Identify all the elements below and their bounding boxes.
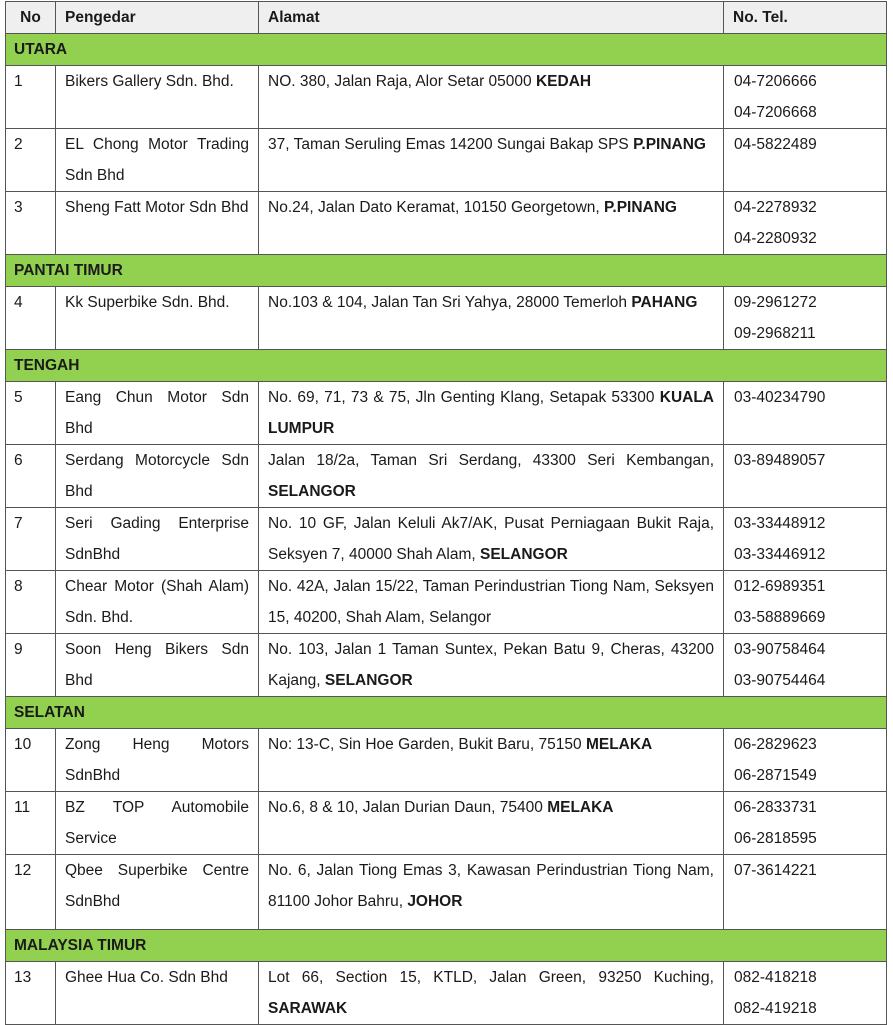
dealer-phones: [724, 634, 887, 697]
table-row: [6, 66, 887, 129]
dealer-address: [259, 729, 724, 792]
dealer-phones: [724, 855, 887, 930]
table-row: [6, 382, 887, 445]
address-text: No.103 & 104, Jalan Tan Sri Yahya, 28000 Temerloh: [268, 294, 632, 311]
table-row: [6, 962, 887, 1025]
region-group-row: [6, 930, 887, 962]
dealer-name: Seri Gading Enterprise SdnBhd: [56, 508, 259, 571]
row-number: 12: [6, 855, 56, 930]
state-name: KEDAH: [535, 73, 592, 90]
state-name: SELANGOR: [268, 483, 356, 500]
row-number: 13: [6, 962, 56, 1025]
address-text: No. 69, 71, 73 & 75, Jln Genting Klang, Setapak 53300: [268, 389, 660, 406]
phone-number[interactable]: 09-2968211: [734, 325, 816, 342]
state-name: SELANGOR: [324, 672, 413, 689]
dealer-table: [5, 1, 887, 1025]
dealer-address: [259, 962, 724, 1025]
dealer-address: [259, 571, 724, 634]
phone-number[interactable]: 082-419218: [734, 1000, 817, 1017]
state-name: P.PINANG: [604, 199, 677, 216]
phone-number[interactable]: 06-2833731: [734, 799, 817, 816]
dealer-address: [259, 287, 724, 350]
phone-number[interactable]: 012-6989351: [734, 578, 826, 595]
state-name: SARAWAK: [268, 1000, 348, 1017]
table-row: [6, 129, 887, 192]
dealer-name: Sheng Fatt Motor Sdn Bhd: [56, 192, 259, 255]
dealer-phones: [724, 129, 887, 192]
row-number: 5: [6, 382, 56, 445]
dealer-phones: [724, 729, 887, 792]
phone-number[interactable]: 04-2280932: [734, 230, 817, 247]
table-row: [6, 855, 887, 930]
phone-number[interactable]: 03-58889669: [734, 609, 826, 626]
row-number: 6: [6, 445, 56, 508]
state-name: KUALA LUMPUR: [268, 389, 714, 437]
dealer-name: Serdang Motorcycle Sdn Bhd: [56, 445, 259, 508]
region-title: TENGAH: [6, 350, 887, 382]
row-number: 4: [6, 287, 56, 350]
phone-number[interactable]: 04-5822489: [734, 136, 817, 153]
region-group-row: [6, 255, 887, 287]
dealer-address: [259, 508, 724, 571]
address-text: NO. 380, Jalan Raja, Alor Setar 05000: [268, 73, 536, 90]
dealer-name: Eang Chun Motor Sdn Bhd: [56, 382, 259, 445]
phone-number[interactable]: 06-2871549: [734, 767, 817, 784]
row-number: 10: [6, 729, 56, 792]
state-name: JOHOR: [407, 893, 463, 910]
phone-number[interactable]: 04-7206666: [734, 73, 817, 90]
state-name: MELAKA: [547, 799, 614, 816]
region-title: MALAYSIA TIMUR: [6, 930, 887, 962]
region-title: UTARA: [6, 34, 887, 66]
state-name: SELANGOR: [479, 546, 568, 563]
header-phone: No. Tel.: [724, 2, 887, 34]
header-dealer: Pengedar: [56, 2, 259, 34]
dealer-address: [259, 129, 724, 192]
phone-number[interactable]: 07-3614221: [734, 862, 817, 879]
address-text: No.6, 8 & 10, Jalan Durian Daun, 75400: [268, 799, 548, 816]
dealer-phones: [724, 287, 887, 350]
region-group-row: [6, 350, 887, 382]
table-row: [6, 192, 887, 255]
table-row: [6, 634, 887, 697]
table-row: [6, 792, 887, 855]
state-name: PAHANG: [631, 294, 698, 311]
row-number: 3: [6, 192, 56, 255]
dealer-name: Kk Superbike Sdn. Bhd.: [56, 287, 259, 350]
phone-number[interactable]: 03-90758464: [734, 641, 826, 658]
address-text: No. 42A, Jalan 15/22, Taman Perindustrian Tiong Nam, Seksyen 15, 40200, Shah Alam, Selangor: [268, 578, 714, 626]
header-row: [6, 2, 887, 34]
table-row: [6, 287, 887, 350]
dealer-name: Ghee Hua Co. Sdn Bhd: [56, 962, 259, 1025]
address-text: 37, Taman Seruling Emas 14200 Sungai Bakap SPS: [268, 136, 634, 153]
dealer-address: [259, 382, 724, 445]
phone-number[interactable]: 03-90754464: [734, 672, 826, 689]
table-row: [6, 445, 887, 508]
dealer-address: [259, 855, 724, 930]
phone-number[interactable]: 09-2961272: [734, 294, 817, 311]
phone-number[interactable]: 082-418218: [734, 969, 817, 986]
state-name: MELAKA: [585, 736, 653, 753]
address-text: No: 13-C, Sin Hoe Garden, Bukit Baru, 75150: [268, 736, 586, 753]
dealer-name: Qbee Superbike Centre SdnBhd: [56, 855, 259, 930]
row-number: 2: [6, 129, 56, 192]
phone-number[interactable]: 04-2278932: [734, 199, 817, 216]
dealer-phones: [724, 571, 887, 634]
header-no: No: [6, 2, 56, 34]
header-address: Alamat: [259, 2, 724, 34]
table-row: [6, 508, 887, 571]
dealer-phones: [724, 508, 887, 571]
dealer-name: Bikers Gallery Sdn. Bhd.: [56, 66, 259, 129]
dealer-address: [259, 792, 724, 855]
address-text: Lot 66, Section 15, KTLD, Jalan Green, 93250 Kuching,: [268, 969, 714, 986]
row-number: 1: [6, 66, 56, 129]
table-row: [6, 729, 887, 792]
row-number: 9: [6, 634, 56, 697]
address-text: No.24, Jalan Dato Keramat, 10150 Georgetown,: [268, 199, 605, 216]
dealer-phones: [724, 962, 887, 1025]
region-group-row: [6, 697, 887, 729]
dealer-phones: [724, 792, 887, 855]
dealer-phones: [724, 382, 887, 445]
dealer-address: [259, 66, 724, 129]
table-body: [6, 34, 887, 1025]
dealer-name: Soon Heng Bikers Sdn Bhd: [56, 634, 259, 697]
phone-number[interactable]: 06-2829623: [734, 736, 817, 753]
row-number: 7: [6, 508, 56, 571]
address-text: No. 103, Jalan 1 Taman Suntex, Pekan Batu 9, Cheras, 43200 Kajang,: [268, 641, 714, 689]
region-group-row: [6, 34, 887, 66]
dealer-address: [259, 634, 724, 697]
row-number: 8: [6, 571, 56, 634]
state-name: P.PINANG: [633, 136, 706, 153]
address-text: No. 6, Jalan Tiong Emas 3, Kawasan Perindustrian Tiong Nam, 81100 Johor Bahru,: [268, 862, 714, 910]
phone-number[interactable]: 06-2818595: [734, 830, 817, 847]
dealer-phones: [724, 445, 887, 508]
phone-number[interactable]: 03-40234790: [734, 389, 826, 406]
address-text: No. 10 GF, Jalan Keluli Ak7/AK, Pusat Perniagaan Bukit Raja, Seksyen 7, 40000 Shah Alam,: [268, 515, 714, 563]
region-title: SELATAN: [6, 697, 887, 729]
table-row: [6, 571, 887, 634]
dealer-phones: [724, 66, 887, 129]
dealer-address: [259, 445, 724, 508]
phone-number[interactable]: 04-7206668: [734, 104, 817, 121]
dealer-name: Chear Motor (Shah Alam) Sdn. Bhd.: [56, 571, 259, 634]
phone-number[interactable]: 03-33446912: [734, 546, 826, 563]
dealer-name: EL Chong Motor Trading Sdn Bhd: [56, 129, 259, 192]
phone-number[interactable]: 03-33448912: [734, 515, 826, 532]
dealer-name: BZ TOP Automobile Service: [56, 792, 259, 855]
dealer-address: [259, 192, 724, 255]
dealer-name: Zong Heng Motors SdnBhd: [56, 729, 259, 792]
address-text: Jalan 18/2a, Taman Sri Serdang, 43300 Seri Kembangan,: [268, 452, 714, 469]
phone-number[interactable]: 03-89489057: [734, 452, 826, 469]
dealer-phones: [724, 192, 887, 255]
row-number: 11: [6, 792, 56, 855]
region-title: PANTAI TIMUR: [6, 255, 887, 287]
